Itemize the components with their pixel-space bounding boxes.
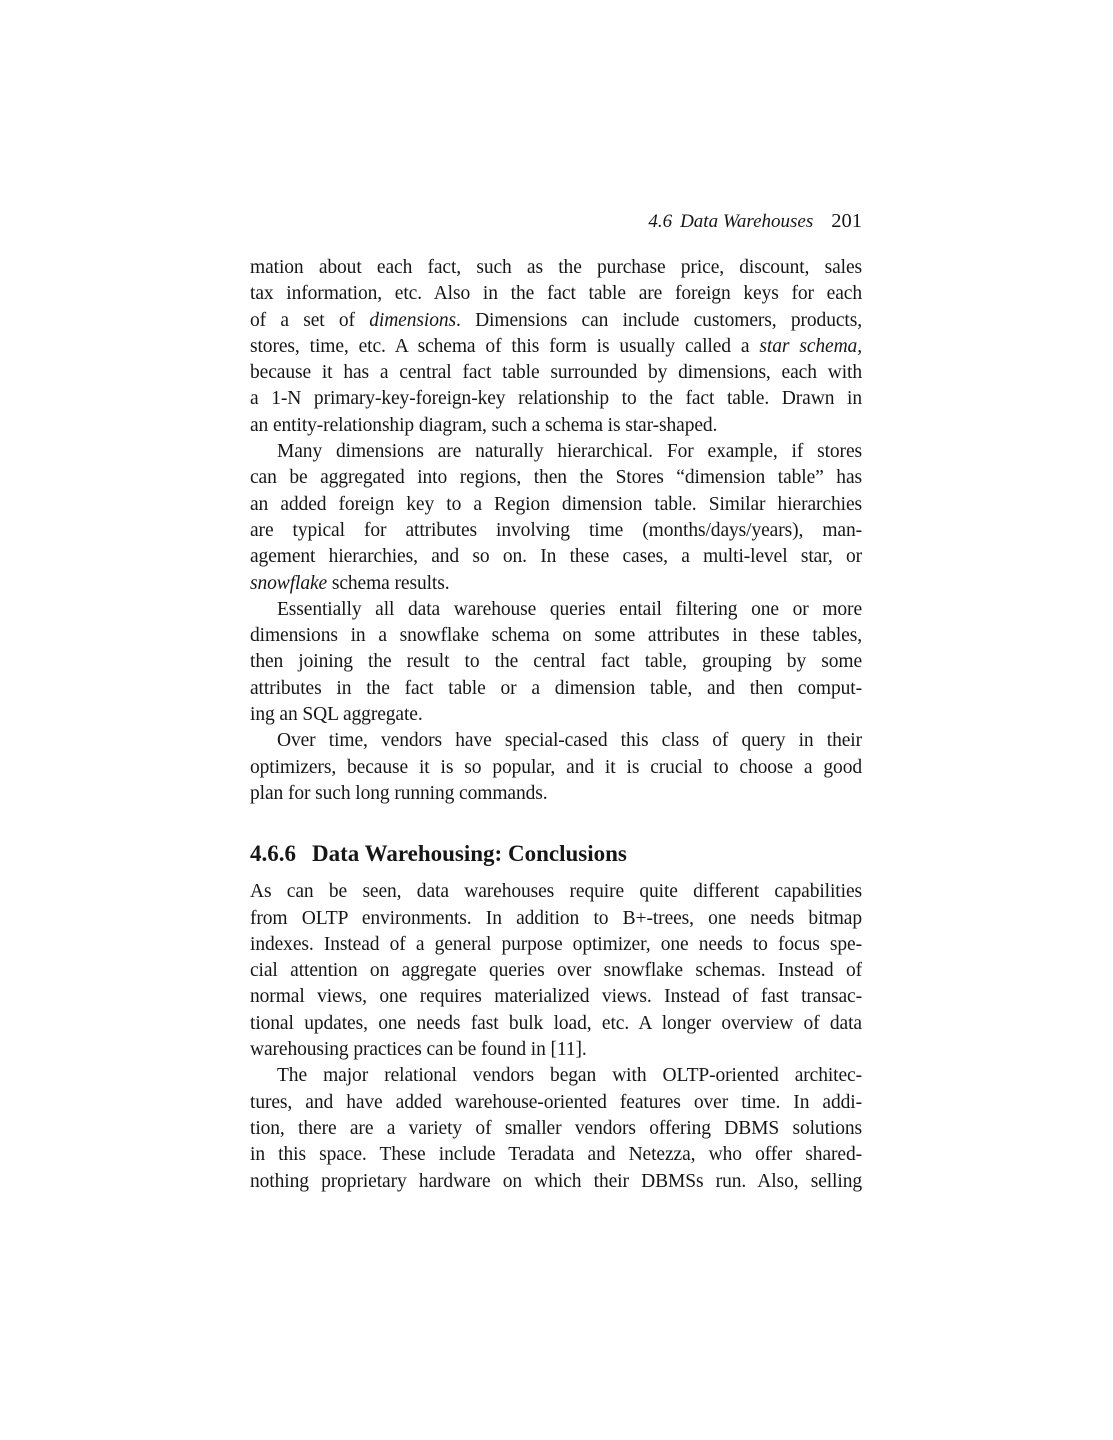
- text-line: [250, 932, 862, 958]
- text-segment: a 1-N primary-key-foreign-key relationship to the fact table. Drawn in: [250, 388, 862, 410]
- italic-text-segment: star schema,: [759, 335, 862, 357]
- text-segment: from OLTP environments. In addition to B+-trees, one needs bitmap: [250, 907, 862, 929]
- text-segment: ing an SQL aggregate.: [250, 704, 423, 726]
- text-segment: an added foreign key to a Region dimension table. Similar hierarchies: [250, 493, 862, 515]
- text-line: [250, 728, 862, 754]
- text-segment: are typical for attributes involving time (months/days/years), man-: [250, 519, 862, 541]
- text-segment: normal views, one requires materialized views. Instead of fast transac-: [250, 986, 862, 1008]
- text-line: [250, 1063, 862, 1089]
- text-segment: . Dimensions can include customers, products,: [456, 309, 862, 331]
- running-header-section-number: 4.6: [648, 211, 673, 232]
- text-segment: tures, and have added warehouse-oriented features over time. In addi-: [250, 1091, 862, 1113]
- text-line: [250, 906, 862, 932]
- italic-text-segment: dimensions: [369, 309, 456, 331]
- page-number: 201: [831, 210, 862, 232]
- text-segment: Over time, vendors have special-cased this class of query in their: [277, 730, 862, 752]
- paragraph: [250, 439, 862, 597]
- text-segment: in this space. These include Teradata and Netezza, who offer shared-: [250, 1144, 862, 1166]
- text-segment: Many dimensions are naturally hierarchical. For example, if stores: [277, 441, 862, 463]
- text-line: [250, 702, 862, 728]
- text-line: [250, 308, 862, 334]
- text-line: [250, 413, 862, 439]
- text-segment: tax information, etc. Also in the fact table are foreign keys for each: [250, 283, 862, 305]
- section-heading-number: 4.6.6: [250, 841, 296, 867]
- body-text-bottom: [250, 879, 862, 1195]
- paragraph: [250, 1063, 862, 1194]
- text-line: [250, 1116, 862, 1142]
- text-segment: The major relational vendors began with OLTP-oriented architec-: [277, 1065, 862, 1087]
- text-segment: tion, there are a variety of smaller vendors offering DBMS solutions: [250, 1117, 862, 1139]
- text-line: [250, 984, 862, 1010]
- text-segment: because it has a central fact table surrounded by dimensions, each with: [250, 362, 862, 384]
- text-segment: Essentially all data warehouse queries entail filtering one or more: [277, 598, 862, 620]
- text-line: [250, 958, 862, 984]
- text-segment: nothing proprietary hardware on which their DBMSs run. Also, selling: [250, 1170, 862, 1192]
- text-segment: stores, time, etc. A schema of this form is usually called a: [250, 335, 760, 357]
- text-line: [250, 676, 862, 702]
- paragraph: [250, 597, 862, 728]
- text-segment: plan for such long running commands.: [250, 782, 548, 804]
- section-heading-title: Data Warehousing: Conclusions: [312, 841, 627, 867]
- text-segment: dimensions in a snowflake schema on some attributes in these tables,: [250, 625, 862, 647]
- text-line: [250, 781, 862, 807]
- text-segment: of a set of: [250, 309, 370, 331]
- section-heading: [250, 839, 862, 869]
- running-header: [250, 209, 862, 234]
- text-line: [250, 649, 862, 675]
- text-segment: optimizers, because it is so popular, and it is crucial to choose a good: [250, 756, 862, 778]
- text-line: [250, 755, 862, 781]
- text-line: [250, 1090, 862, 1116]
- text-segment: As can be seen, data warehouses require quite different capabilities: [250, 881, 862, 903]
- text-segment: agement hierarchies, and so on. In these cases, a multi-level star, or: [250, 546, 862, 568]
- text-segment: mation about each fact, such as the purchase price, discount, sales: [250, 257, 862, 278]
- text-segment: then joining the result to the central fact table, grouping by some: [250, 651, 862, 673]
- text-line: [250, 544, 862, 570]
- text-segment: indexes. Instead of a general purpose optimizer, one needs to focus spe-: [250, 933, 862, 955]
- text-line: [250, 492, 862, 518]
- text-segment: schema results.: [327, 572, 450, 594]
- text-line: [250, 879, 862, 905]
- text-line: [250, 1169, 862, 1195]
- text-line: [250, 360, 862, 386]
- text-line: [250, 1142, 862, 1168]
- paragraph: [250, 879, 862, 1063]
- paragraph: [250, 255, 862, 439]
- text-line: [250, 255, 862, 281]
- text-line: [250, 597, 862, 623]
- text-segment: cial attention on aggregate queries over snowflake schemas. Instead of: [250, 960, 862, 982]
- running-header-section-title: Data Warehouses: [680, 211, 814, 232]
- paragraph: [250, 728, 862, 807]
- text-line: [250, 334, 862, 360]
- text-segment: warehousing practices can be found in [11].: [250, 1039, 587, 1061]
- text-line: [250, 465, 862, 491]
- text-line: [250, 623, 862, 649]
- text-line: [250, 439, 862, 465]
- text-segment: an entity-relationship diagram, such a schema is star-shaped.: [250, 414, 718, 436]
- text-segment: can be aggregated into regions, then the Stores “dimension table” has: [250, 467, 862, 489]
- text-line: [250, 518, 862, 544]
- text-segment: attributes in the fact table or a dimension table, and then comput-: [250, 677, 862, 699]
- text-line: [250, 386, 862, 412]
- text-line: [250, 571, 862, 597]
- italic-text-segment: snowflake: [250, 572, 328, 594]
- text-line: [250, 1011, 862, 1037]
- text-line: [250, 1037, 862, 1063]
- text-segment: tional updates, one needs fast bulk load, etc. A longer overview of data: [250, 1012, 862, 1034]
- page-body: [250, 255, 862, 1195]
- text-line: [250, 281, 862, 307]
- body-text-top: [250, 255, 862, 807]
